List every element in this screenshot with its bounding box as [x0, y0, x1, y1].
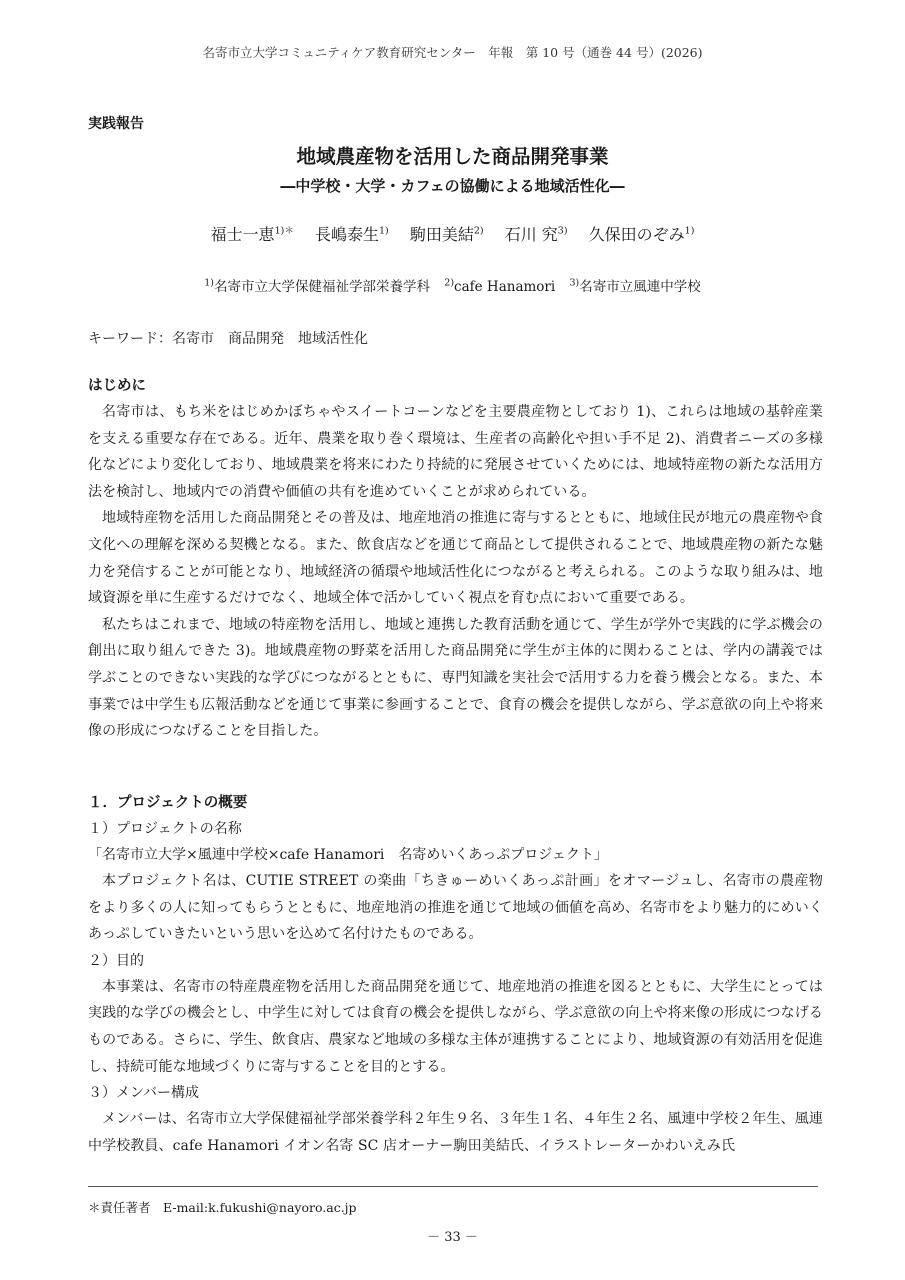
subsection-heading: ２）目的 — [88, 952, 144, 969]
page-number: － 33 － — [427, 1230, 478, 1245]
subsection-heading: ３）メンバー構成 — [88, 1085, 200, 1102]
corresponding-author-footnote: ＊責任著者 E-mail:k.fukushi@nayoro.ac.jp — [88, 1200, 357, 1215]
author: 長嶋泰生$^{1)}$ — [314, 225, 389, 244]
body-paragraph: 本事業は、名寄市の特産農産物を活用した商品開発を通じて、地産地消の推進を図るとともに、大学生にとっては実践的な学びの機会とし、中学生に対しては食育の機会を提供しながら、学ぶ意欲の向上や将来像の形成につなげるものである。さらに、学生、飲食店、農家など地域の多様な主体が連携することにより、地域資源の有効活用を促進し、持続可能な地域づくりに寄与することを目的とする。 — [88, 978, 823, 1075]
author-list — [0, 222, 905, 245]
body-paragraph: メンバーは、名寄市立大学保健福祉学部栄養学科２年生９名、３年生１名、４年生２名、風連中学校２年生、風連中学校教員、cafe Hanamori イオン名寄 SC 店オーナー駒田美結氏、イラストレーターかわいえみ氏 — [88, 1111, 823, 1154]
footnote-divider — [88, 1186, 818, 1187]
author: 石川 究$^{3)}$ — [504, 225, 568, 244]
affiliation: $^{3)}$名寄市立風連中学校 — [569, 277, 701, 295]
body-paragraph: 名寄市は、もち米をはじめかぼちゃやスイートコーンなどを主要農産物としており 1)、これらは地域の基幹産業を支える重要な存在である。近年、農業を取り巻く環境は、生産者の高齢化や担い手不足 2)、消費者ニーズの多様化などにより変化しており、地域農業を将来にわたり持続的に発展させていくためには、地域特産物の新たな活用方法を検討し、地域内での消費や価値の共有を進めていくことが求められている。 — [88, 404, 823, 500]
author: 久保田のぞみ$^{1)}$ — [588, 225, 695, 244]
body-paragraph: 本プロジェクト名は、CUTIE STREET の楽曲「ちきゅーめいくあっぷ計画」をオマージュし、名寄市の農産物をより多くの人に知ってもらうとともに、地産地消の推進を通じて地域の価値を高め、名寄市をより魅力的にめいくあっぷしていきたいという思いを込めて名付けたものである。 — [88, 873, 823, 943]
article-subtitle: ―中学校・大学・カフェの協働による地域活性化― — [280, 177, 625, 195]
section-heading: はじめに — [88, 378, 146, 394]
affiliation-list — [0, 275, 905, 295]
author-affiliation-mark: 2) — [473, 225, 484, 237]
keywords: キーワード：名寄市 商品開発 地域活性化 — [88, 331, 368, 347]
project-name: 「名寄市立大学×風連中学校×cafe Hanamori 名寄めいくあっぷプロジェクト」 — [88, 847, 608, 863]
body-paragraph: 地域特産物を活用した商品開発とその普及は、地産地消の推進に寄与するとともに、地域住民が地元の農産物や食文化への理解を深める契機となる。また、飲食店などを通じて商品として提供されることで、地域農産物の新たな魅力を発信することが可能となり、地域経済の循環や地域活性化につながると考えられる。このような取り組みは、地域資源を単に生産するだけでなく、地域全体で活かしていく視点を育む点において重要である。 — [88, 510, 823, 607]
running-head: 名寄市立大学コミュニティケア教育研究センター 年報 第 10 号（通巻 44 号）(2026) — [202, 45, 703, 60]
subsection-heading: １）プロジェクトの名称 — [88, 821, 242, 837]
author: 駒田美結$^{2)}$ — [409, 225, 484, 244]
article-category: 実践報告 — [88, 116, 144, 132]
author-affiliation-mark: 1) — [684, 225, 695, 237]
author-affiliation-mark: 3) — [557, 225, 568, 237]
author-affiliation-mark: 1) — [378, 225, 389, 237]
affiliation: $^{2)}$cafe Hanamori — [444, 277, 556, 295]
author: 福士一恵$^{1)*}$ — [210, 225, 294, 244]
author-affiliation-mark: 1)＊ — [274, 225, 294, 237]
project-overview-section — [88, 790, 823, 1159]
introduction-section — [88, 373, 823, 745]
affiliation: $^{1)}$名寄市立大学保健福祉学部栄養学科 — [204, 277, 430, 295]
section-heading: １．プロジェクトの概要 — [88, 795, 248, 811]
body-paragraph: 私たちはこれまで、地域の特産物を活用し、地域と連携した教育活動を通じて、学生が学外で実践的に学ぶ機会の創出に取り組んできた 3)。地域農産物の野菜を活用した商品開発に学生が主体的に関わることは、学内の講義では学ぶことのできない実践的な学びにつながるとともに、専門知識を実社会で活用する力を養う機会となる。また、本事業では中学生も広報活動などを通じて事業に参画することで、食育の機会を提供しながら、学ぶ意欲の向上や将来像の形成につなげることを目指した。 — [88, 616, 823, 740]
article-title: 地域農産物を活用した商品開発事業 — [296, 145, 609, 168]
